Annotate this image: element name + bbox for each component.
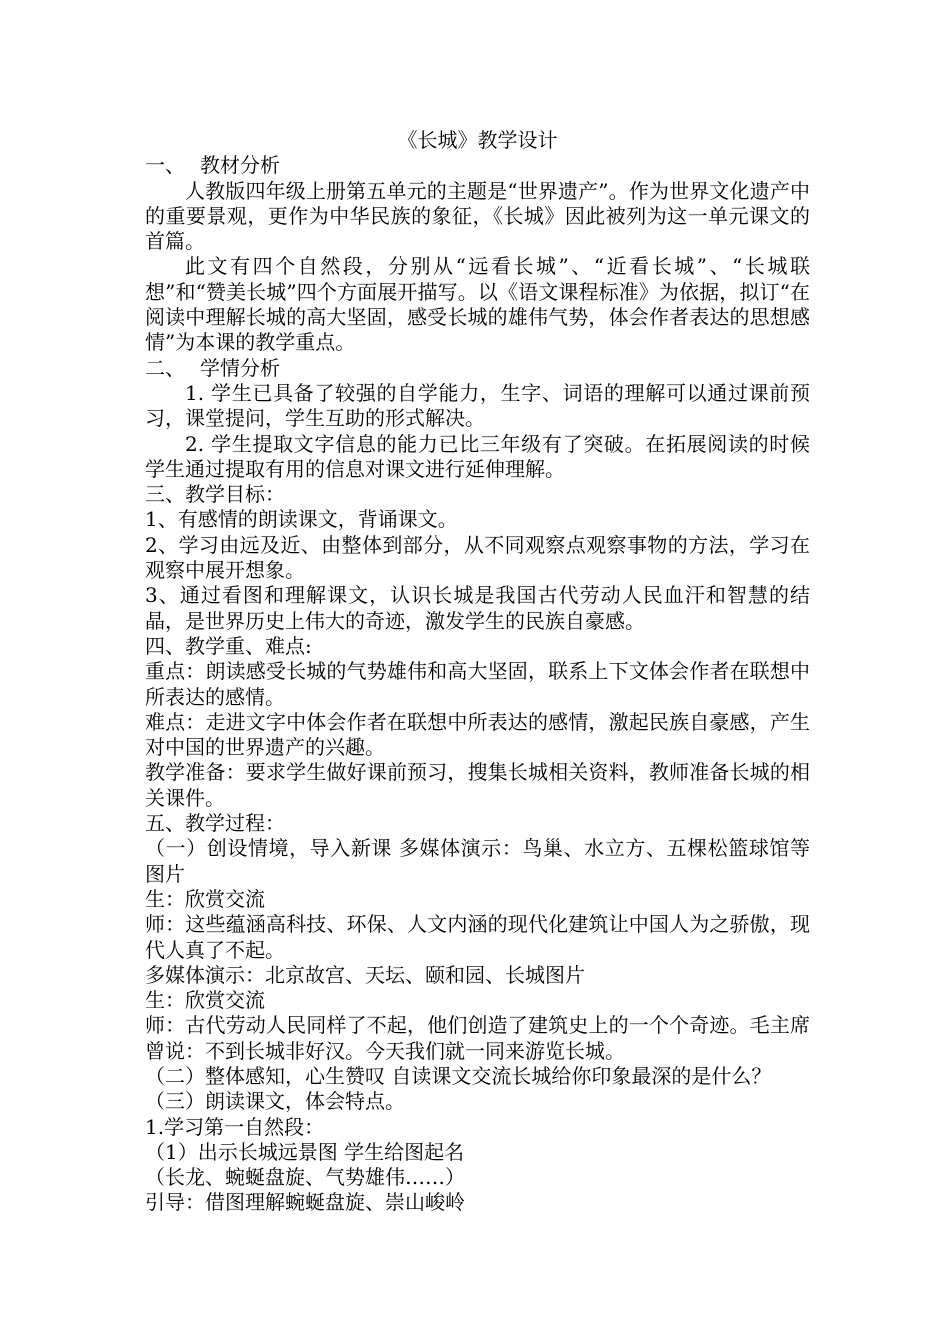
process-line-8: （三）朗读课文，体会特点。 xyxy=(145,1089,405,1114)
section-1-title: 教材分析 xyxy=(200,153,280,178)
section-2-paragraph-2: 2. 学生提取文字信息的能力已比三年级有了突破。在拓展阅读的时候学生通过提取有用的信息对课文进行延伸理解。 xyxy=(145,431,810,481)
section-5-heading: 五、教学过程： xyxy=(145,811,285,836)
document-title: 《长城》教学设计 xyxy=(397,128,558,152)
section-4-heading: 四、教学重、难点: xyxy=(145,633,312,658)
difficult-point: 难点：走进文字中体会作者在联想中所表达的感情，激起民族自豪感，产生对中国的世界遗产的兴趣。 xyxy=(145,709,810,760)
section-3-heading: 三、教学目标： xyxy=(145,482,285,507)
key-point: 重点：朗读感受长城的气势雄伟和高大坚固，联系上下文体会作者在联想中所表达的感情。 xyxy=(145,659,810,709)
section-2-title: 学情分析 xyxy=(200,355,280,380)
process-line-7: （二）整体感知，心生赞叹 自读课文交流长城给你印象最深的是什么？ xyxy=(145,1063,772,1088)
process-line-9: 1.学习第一自然段： xyxy=(145,1114,325,1139)
teaching-preparation: 教学准备：要求学生做好课前预习，搜集长城相关资料，教师准备长城的相关课件。 xyxy=(145,760,810,810)
process-line-2: 生：欣赏交流 xyxy=(145,886,265,911)
process-line-4: 多媒体演示：北京故宫、天坛、颐和园、长城图片 xyxy=(145,962,585,987)
section-2-paragraph-1: 1. 学生已具备了较强的自学能力，生字、词语的理解可以通过课前预习，课堂提问，学生互助的形式解决。 xyxy=(145,380,810,431)
process-line-5: 生：欣赏交流 xyxy=(145,988,265,1013)
process-line-12: 引导：借图理解蜿蜒盘旋、崇山峻岭 xyxy=(145,1190,465,1215)
process-line-11: （长龙、蜿蜒盘旋、气势雄伟……） xyxy=(145,1165,465,1190)
goal-3: 3、通过看图和理解课文，认识长城是我国古代劳动人民血汗和智慧的结晶，是世界历史上伟大的奇迹，激发学生的民族自豪感。 xyxy=(145,583,810,633)
section-1-number: 一、 xyxy=(145,153,185,178)
process-line-1: （一）创设情境，导入新课 多媒体演示：鸟巢、水立方、五棵松篮球馆等图片 xyxy=(145,836,810,886)
section-2-number: 二、 xyxy=(145,355,185,380)
section-2-heading xyxy=(145,356,810,381)
process-line-3: 师：这些蕴涵高科技、环保、人文内涵的现代化建筑让中国人为之骄傲，现代人真了不起。 xyxy=(145,912,810,962)
section-1-paragraph-1: 人教版四年级上册第五单元的主题是“世界遗产”。作为世界文化遗产中的重要景观，更作为中华民族的象征，《长城》因此被列为这一单元课文的首篇。 xyxy=(145,178,810,254)
section-1-heading xyxy=(145,153,810,178)
document-page xyxy=(145,128,810,1216)
section-1-paragraph-2: 此文有四个自然段，分别从“远看长城”、“近看长城”、“长城联想”和“赞美长城”四个方面展开描写。以《语文课程标准》为依据，拟订“在阅读中理解长城的高大坚固，感受长城的雄伟气势，体会作者表达的思想感情”为本课的教学重点。 xyxy=(145,254,810,355)
goal-1: 1、有感情的朗读课文，背诵课文。 xyxy=(145,507,458,532)
process-line-10: （1）出示长城远景图 学生给图起名 xyxy=(145,1139,465,1164)
process-line-6: 师：古代劳动人民同样了不起，他们创造了建筑史上的一个个奇迹。毛主席曾说：不到长城非好汉。今天我们就一同来游览长城。 xyxy=(145,1013,810,1063)
goal-2: 2、学习由远及近、由整体到部分，从不同观察点观察事物的方法，学习在观察中展开想象。 xyxy=(145,532,810,583)
